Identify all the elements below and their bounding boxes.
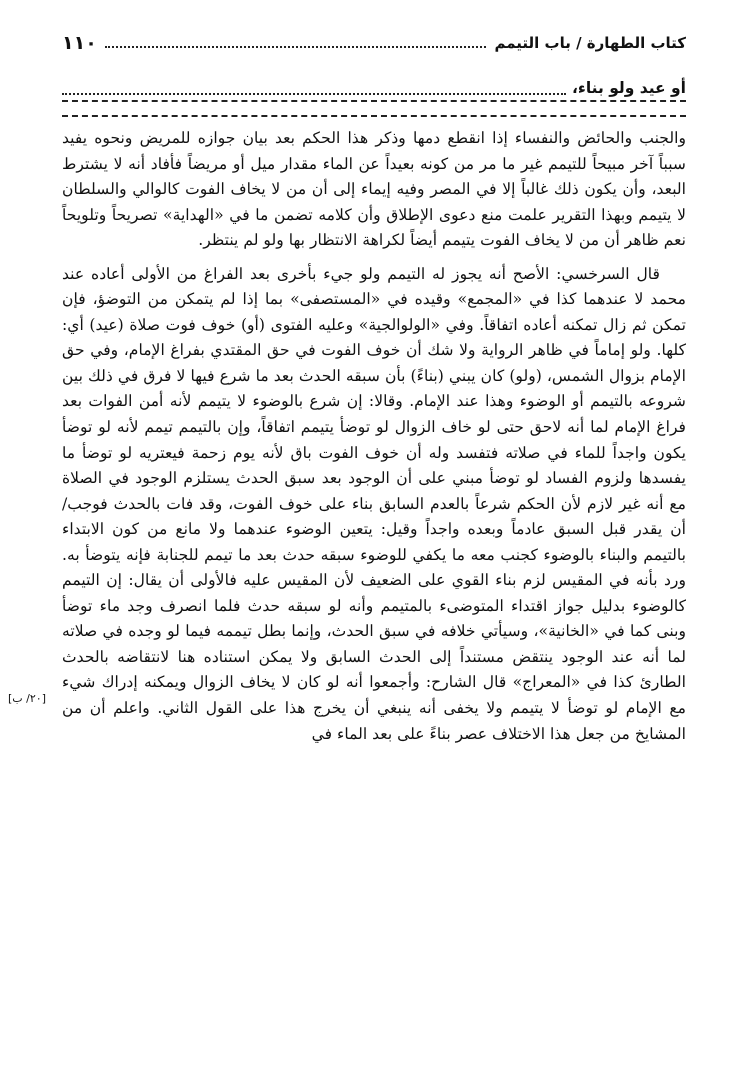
page-number: ١١٠ [62, 32, 97, 54]
separator-dashed-2 [62, 115, 686, 117]
separator-dashed-1 [62, 100, 686, 102]
page-header [62, 30, 686, 56]
running-title: كتاب الطهارة / باب التيمم [494, 34, 686, 52]
commentary-body [62, 126, 686, 747]
paragraph: والجنب والحائض والنفساء إذا انقطع دمها وذكر هذا الحكم بعد بيان جوازه للمريض ونحوه يفيد سبباً آخر مبيحاً للتيمم غير ما مر من كونه بعيداً عن الماء مقدار ميل أو مريضاً فأفاد أنه لا يشترط البعد، وأن يكون ذلك غالباً إلا في المصر وفيه إيماء إلى أن من لا يخاف الفوت كالوالي والسلطان لا يتيمم وبهذا التقرير علمت منع دعوى الإطلاق وأن كلامه تضمن ما في «الهداية» تصريحاً وتلويحاً نعم ظاهر أن من لا يخاف الفوت يتيمم أيضاً لكراهة الانتظار بها ولو لم ينتظر. [62, 129, 686, 250]
matn-dotted-leader [62, 93, 566, 95]
paragraph: قال السرخسي: الأصح أنه يجوز له التيمم ولو جيء بأخرى بعد الفراغ من الأولى أعاده عند محمد لا عندهما كذا في «المجمع» وقيده في «المستصفى» بما إذا لم يتمكن من التوضؤ، فإن تمكن ثم زال تمكنه أعاده اتفاقاً. وفي «الولوالجية» وعليه الفتوى (أو) خوف فوت صلاة (عيد) أي: كلها. ولو إماماً في ظاهر الرواية ولا شك أن خوف الفوت في حق المقتدي بفراغ الإمام، وفي حق الإمام بزوال الشمس، (ولو) كان يبني (بناءً) بأن سبقه الحدث بعد ما شرع فيها لا فرق في ذلك بين شروعه بالتيمم أو الوضوء وهذا عند الإمام. وقالا: إن شرع بالوضوء لا يتيمم لأنه أمن الفوات بعد فراغ الإمام لما أنه لاحق حتى لو خاف الزوال لو توضأ يتيمم اتفاقاً، وإن بالتيمم تيمم لأنه لو توضأ يكون واجداً للماء في صلاته فتفسد وله أن خوف الفوت باق لأنه يوم زحمة فيعتريه لو توضأ ما يفسدها ولزوم الفساد لو توضأ مبني على أن الوجود بعد سبق الحدث يستلزم الوجود في الصلاة مع أنه غير لازم لأن الحكم شرعاً بالعدم السابق بناء على خوف الفوت، وقد فات بالحدث فوجب/ أن يقدر قبل السبق عادماً وبعده واجداً وقيل: يتعين الوضوء عندهما ولا مانع من كون الابتداء بالتيمم والبناء بالوضوء كجنب معه ما يكفي للوضوء سبقه حدث بعد ما تيمم للجنابة فإنه يتوضأ به. ورد بأنه في المقيس لزم بناء القوي على الضعيف لأن المقيس عليه فالأولى أن يقال: إن التيمم كالوضوء بدليل جواز اقتداء المتوضىء بالمتيمم وأنه لو سبقه حدث فلما انصرف وجد ماء توضأ وبنى كما في «الخانية»، وسيأتي خلافه في سبق الحدث، وإنما بطل تيممه فيما لو وجده في صلاته لما أنه عند الوجود ينتقض مستنداً إلى الحدث السابق ولا يمكن استناده هنا لانتقاضه بالحدث الطارئ كذا في «المعراج» قال الشارح: وأجمعوا أنه لو كان لا يخاف الزوال ويمكنه إدراك شيء مع الإمام لو توضأ لا يتيمم ولا يخفى أنه ينبغي أن يخرج هذا على القول الثاني. واعلم أن من المشايخ من جعل هذا الاختلاف عصر بناءً على بعد الماء في [62, 264, 686, 743]
matn-text: أو عيد ولو بناء، [572, 79, 686, 97]
manuscript-folio-ref: [٢٠/ ب] [8, 692, 46, 705]
header-dotted-leader [105, 46, 487, 48]
